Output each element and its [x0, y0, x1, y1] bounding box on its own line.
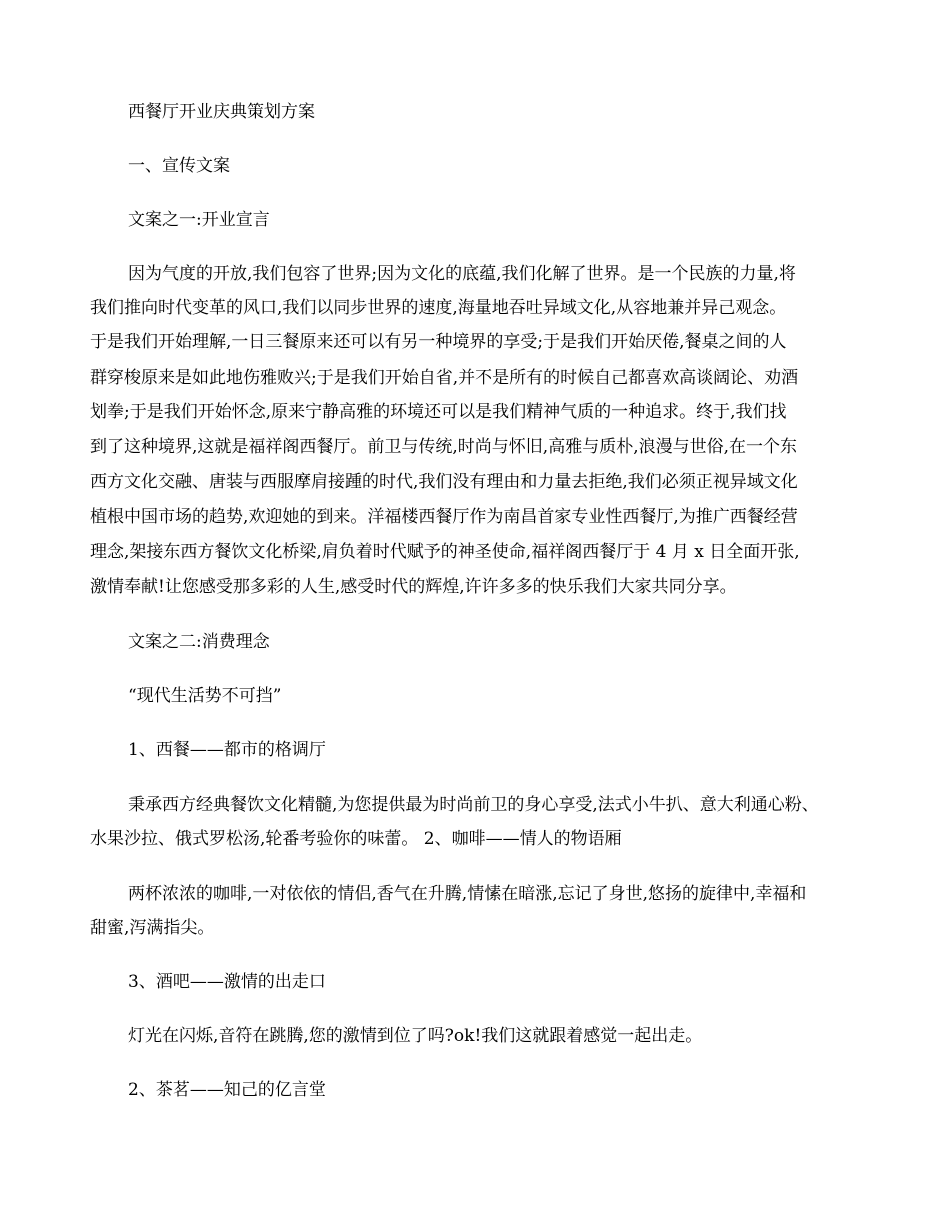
paragraph-line: 植根中国市场的趋势,欢迎她的到来。洋福楼西餐厅作为南昌首家专业性西餐厅,为推广西餐经营 — [90, 507, 798, 527]
paragraph-line: 于是我们开始理解,一日三餐原来还可以有另一种境界的享受;于是我们开始厌倦,餐桌之间的人 — [90, 332, 787, 352]
paragraph-line: 我们推向时代变革的风口,我们以同步世界的速度,海量地吞吐异域文化,从容地兼并异己观念。 — [90, 298, 787, 318]
paragraph-line: 到了这种境界,这就是福祥阁西餐厅。前卫与传统,时尚与怀旧,高雅与质朴,浪漫与世俗,在一个东 — [90, 437, 798, 457]
paragraph-line: 两杯浓浓的咖啡,一对依依的情侣,香气在升腾,情愫在暗涨,忘记了身世,悠扬的旋律中,幸福和 — [128, 884, 807, 904]
item4-heading: 2、茶茗——知己的亿言堂 — [128, 1080, 326, 1100]
paragraph-line: 秉承西方经典餐饮文化精髓,为您提供最为时尚前卫的身心享受,法式小牛扒、意大利通心粉、 — [128, 795, 819, 815]
slogan: “现代生活势不可挡” — [128, 686, 282, 706]
paragraph-line: 西方文化交融、唐装与西服摩肩接踵的时代,我们没有理由和力量去拒绝,我们必须正视异域文化 — [90, 472, 798, 492]
paragraph-line: 群穿梭原来是如此地伤雅败兴;于是我们开始自省,并不是所有的时候自己都喜欢高谈阔论、劝酒 — [90, 368, 799, 388]
document-title: 西餐厅开业庆典策划方案 — [128, 102, 315, 122]
paragraph-line: 激情奉献!让您感受那多彩的人生,感受时代的辉煌,许许多多的快乐我们大家共同分享。 — [90, 577, 737, 597]
item1-heading: 1、西餐——都市的格调厅 — [128, 740, 326, 760]
paragraph-line: 因为气度的开放,我们包容了世界;因为文化的底蕴,我们化解了世界。是一个民族的力量,将 — [128, 264, 796, 284]
paragraph-line: 划拳;于是我们开始怀念,原来宁静高雅的环境还可以是我们精神气质的一种追求。终于,我们找 — [90, 402, 787, 422]
copy1-heading: 文案之一:开业宣言 — [128, 210, 270, 230]
item3-paragraph: 灯光在闪烁,音符在跳腾,您的激情到位了吗?ok!我们这就跟着感觉一起出走。 — [128, 1026, 703, 1046]
paragraph-line: 理念,架接东西方餐饮文化桥梁,肩负着时代赋予的神圣使命,福祥阁西餐厅于 4 月 x 日全面开张, — [90, 542, 800, 562]
paragraph-line: 水果沙拉、俄式罗松汤,轮番考验你的味蕾。 2、咖啡——情人的物语厢 — [90, 829, 622, 849]
section-heading-publicity: 一、宣传文案 — [128, 156, 230, 176]
paragraph-line: 甜蜜,泻满指尖。 — [90, 918, 215, 938]
item3-heading: 3、酒吧——激情的出走口 — [128, 972, 326, 992]
copy2-heading: 文案之二:消费理念 — [128, 632, 270, 652]
